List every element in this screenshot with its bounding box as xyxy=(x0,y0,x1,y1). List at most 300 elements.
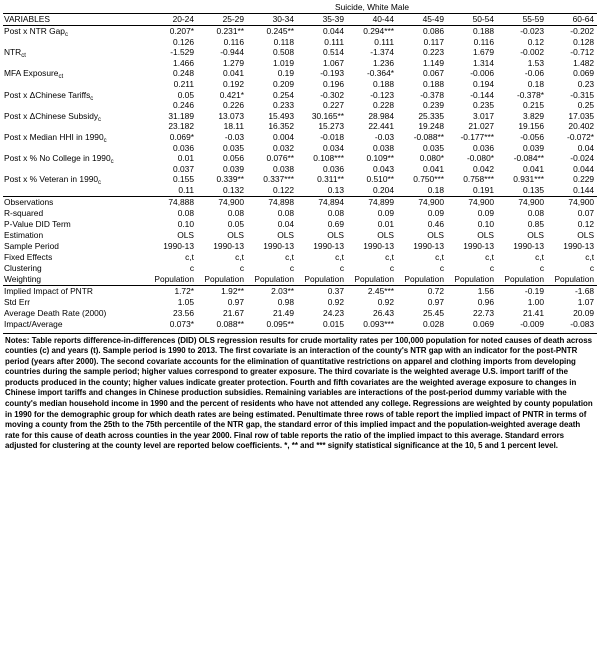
impact-cell: 23.56 xyxy=(173,307,194,318)
impact-cell: 0.98 xyxy=(277,296,294,307)
stats-label: Estimation xyxy=(4,229,44,240)
coefficient-cell: -0.018 xyxy=(320,132,344,143)
coefficient-cell: 0.069 xyxy=(573,68,595,79)
coefficient-cell: -0.088** xyxy=(413,132,444,143)
stats-cell: OLS xyxy=(577,229,595,240)
stats-cell: c xyxy=(289,262,294,273)
std-error-cell: 0.038 xyxy=(273,163,294,174)
std-error-cell: 0.042 xyxy=(473,163,494,174)
std-error-cell: 0.111 xyxy=(324,36,344,47)
coefficient-cell: 28.984 xyxy=(368,110,394,121)
coefficient-cell: -0.378 xyxy=(420,89,444,100)
coefficient-cell: 0.109** xyxy=(366,153,394,164)
coefficient-cell: -0.123 xyxy=(370,89,394,100)
stats-row xyxy=(3,208,597,219)
coefficient-cell: -1.374 xyxy=(370,47,394,58)
stats-cell: c,t xyxy=(535,251,544,262)
std-error-cell: 0.043 xyxy=(373,163,394,174)
std-error-cell: 0.25 xyxy=(577,100,595,111)
stats-cell: 0.01 xyxy=(377,218,394,229)
stats-cell: Population xyxy=(197,274,247,286)
stats-row xyxy=(3,196,597,208)
variable-subscript: c xyxy=(90,95,94,101)
impact-cell: 1.72* xyxy=(174,285,194,296)
std-error-cell: 0.032 xyxy=(273,142,294,153)
stats-cell: Population xyxy=(547,274,597,286)
std-error-cell: 0.11 xyxy=(178,185,194,195)
stats-cell: 1990-13 xyxy=(363,240,394,251)
impact-rows xyxy=(3,285,597,330)
column-header: 60-64 xyxy=(547,14,597,26)
std-error-cell: 0.116 xyxy=(473,36,494,47)
stats-cell: c,t xyxy=(185,251,194,262)
std-error-cell: 0.228 xyxy=(373,100,394,111)
stats-cell: 74,898 xyxy=(247,196,297,208)
std-error-cell: 0.117 xyxy=(423,36,444,47)
column-header: 35-39 xyxy=(297,14,347,26)
coefficient-cell: 0.254 xyxy=(273,89,294,100)
std-error-label-blank xyxy=(3,185,147,196)
variable-subscript: c xyxy=(98,180,102,185)
impact-cell: 0.72 xyxy=(427,285,444,296)
stats-cell: c,t xyxy=(585,251,595,262)
stats-cell: 1990-13 xyxy=(213,240,244,251)
impact-cell: 21.49 xyxy=(273,307,294,318)
std-error-cell: 0.192 xyxy=(223,79,244,90)
impact-cell: 22.73 xyxy=(473,307,494,318)
variable-label xyxy=(3,132,147,143)
std-error-cell: 0.126 xyxy=(173,36,194,47)
variable-subscript: c xyxy=(103,138,107,143)
coefficient-cell: 0.188 xyxy=(473,26,494,37)
std-error-cell: 0.041 xyxy=(523,163,544,174)
stats-cell: 1990-13 xyxy=(263,240,294,251)
column-header: 50-54 xyxy=(447,14,497,26)
impact-cell: 0.92 xyxy=(377,296,394,307)
stats-cell: 0.12 xyxy=(577,218,595,229)
statistics-rows xyxy=(3,196,597,285)
stats-cell: 0.08 xyxy=(527,207,544,218)
std-error-cell: 0.215 xyxy=(523,100,544,111)
stats-cell: 1990-13 xyxy=(513,240,544,251)
coefficient-row xyxy=(3,153,597,164)
coefficient-cell: 0.750*** xyxy=(413,174,444,185)
std-error-cell: 16.352 xyxy=(268,121,294,132)
stats-cell: 0.85 xyxy=(527,218,544,229)
impact-label: Impact/Average xyxy=(4,318,63,329)
std-error-cell: 0.036 xyxy=(173,142,194,153)
impact-cell: 0.97 xyxy=(227,296,244,307)
std-error-label-blank xyxy=(3,143,147,154)
stats-cell: c,t xyxy=(235,251,244,262)
std-error-cell: 0.041 xyxy=(423,163,444,174)
coefficient-row xyxy=(3,47,597,58)
stats-cell: 0.09 xyxy=(427,207,444,218)
impact-cell: 1.56 xyxy=(477,285,494,296)
coefficient-cell: -0.002 xyxy=(520,47,544,58)
std-error-cell: 0.211 xyxy=(173,79,194,90)
stats-cell: Population xyxy=(347,274,397,286)
impact-label: Std Err xyxy=(4,296,31,307)
std-error-cell: 0.188 xyxy=(423,79,444,90)
std-error-cell: 0.039 xyxy=(523,142,544,153)
stats-cell: 74,900 xyxy=(447,196,497,208)
impact-cell: 25.45 xyxy=(423,307,444,318)
std-error-cell: 0.18 xyxy=(427,185,444,195)
stats-cell: 0.08 xyxy=(277,207,294,218)
impact-cell: 21.67 xyxy=(223,307,244,318)
stats-cell: Population xyxy=(447,274,497,286)
coefficient-row xyxy=(3,111,597,122)
coefficient-cell: 0.508 xyxy=(273,47,294,58)
stats-cell: 74,900 xyxy=(547,196,597,208)
impact-row xyxy=(3,319,597,330)
std-error-cell: 0.246 xyxy=(173,100,194,111)
stats-cell: 0.08 xyxy=(177,207,194,218)
std-error-cell: 0.118 xyxy=(273,36,294,47)
stats-cell: 0.05 xyxy=(227,218,244,229)
stats-label: R-squared xyxy=(4,207,44,218)
std-error-row xyxy=(3,58,597,69)
coefficient-row xyxy=(3,174,597,185)
column-header: 30-34 xyxy=(247,14,297,26)
std-error-cell: 0.111 xyxy=(374,36,394,47)
std-error-cell: 0.128 xyxy=(573,36,595,47)
coefficient-cell: 3.017 xyxy=(473,110,494,121)
coefficient-cell: 13.073 xyxy=(218,110,244,121)
std-error-cell: 0.044 xyxy=(573,163,595,174)
impact-cell: 21.41 xyxy=(523,307,544,318)
std-error-cell: 0.144 xyxy=(573,185,595,195)
coefficient-cell: 0.108*** xyxy=(313,153,344,164)
coefficient-cell: 0.056 xyxy=(223,153,244,164)
coefficient-cell: 0.248 xyxy=(173,68,194,79)
std-error-cell: 18.11 xyxy=(223,121,244,132)
std-error-label-blank xyxy=(3,58,147,69)
stats-cell: 0.08 xyxy=(327,207,344,218)
stats-cell: 74,900 xyxy=(497,196,547,208)
coefficient-cell: 0.339** xyxy=(216,174,244,185)
coefficient-cell: 0.514 xyxy=(323,47,344,58)
std-error-cell: 1.019 xyxy=(273,57,294,68)
impact-cell: 26.43 xyxy=(373,307,394,318)
coefficient-row xyxy=(3,90,597,101)
impact-cell: 0.37 xyxy=(327,285,344,296)
stats-cell: OLS xyxy=(177,229,194,240)
coefficient-cell: 0.337*** xyxy=(263,174,294,185)
variable-label xyxy=(3,68,147,79)
stats-cell: c xyxy=(339,262,344,273)
std-error-cell: 0.037 xyxy=(173,163,194,174)
stats-cell: OLS xyxy=(427,229,444,240)
coefficient-cell: 15.493 xyxy=(268,110,294,121)
std-error-cell: 0.035 xyxy=(423,142,444,153)
impact-cell: -0.083 xyxy=(570,318,595,329)
stats-row xyxy=(3,252,597,263)
std-error-cell: 0.18 xyxy=(527,79,544,90)
stats-cell: c,t xyxy=(435,251,444,262)
impact-row xyxy=(3,308,597,319)
std-error-cell: 1.53 xyxy=(527,57,544,68)
std-error-cell: 0.204 xyxy=(373,185,394,195)
variable-label xyxy=(3,26,147,37)
std-error-cell: 0.135 xyxy=(523,185,544,195)
stats-label: Sample Period xyxy=(4,240,59,251)
variable-name: Post x Median HHI in 1990 xyxy=(4,132,104,143)
coefficient-cell: 0.086 xyxy=(423,26,444,37)
std-error-row xyxy=(3,79,597,90)
stats-cell: Population xyxy=(397,274,447,286)
std-error-cell: 0.132 xyxy=(223,185,244,195)
coefficient-cell: -0.080* xyxy=(466,153,494,164)
stats-cell: OLS xyxy=(527,229,544,240)
coefficient-cell: 0.080* xyxy=(419,153,444,164)
impact-cell: 20.09 xyxy=(573,307,595,318)
impact-cell: 0.095** xyxy=(266,318,294,329)
impact-cell: 0.97 xyxy=(427,296,444,307)
stats-cell: c xyxy=(539,262,544,273)
coefficient-cell: 0.294*** xyxy=(363,26,394,37)
std-error-cell: 22.441 xyxy=(368,121,394,132)
impact-cell: 0.093*** xyxy=(363,318,394,329)
stats-cell: 74,900 xyxy=(397,196,447,208)
impact-cell: 0.028 xyxy=(423,318,444,329)
impact-label: Implied Impact of PNTR xyxy=(4,285,93,296)
variable-subscript: c xyxy=(98,116,102,122)
coefficient-cell: -0.144 xyxy=(470,89,494,100)
std-error-cell: 0.235 xyxy=(473,100,494,111)
coefficient-cell: 0.044 xyxy=(323,26,344,37)
column-header: 20-24 xyxy=(147,14,197,26)
std-error-cell: 19.156 xyxy=(518,121,544,132)
stats-cell: c xyxy=(489,262,494,273)
coefficient-cell: -0.378* xyxy=(516,89,544,100)
std-error-cell: 21.027 xyxy=(468,121,494,132)
header-row xyxy=(3,14,597,26)
coefficient-row xyxy=(3,132,597,143)
stats-cell: 1990-13 xyxy=(463,240,494,251)
coefficient-cell: 0.421* xyxy=(219,89,244,100)
stats-cell: 1990-13 xyxy=(413,240,444,251)
stats-cell: 0.04 xyxy=(277,218,294,229)
column-header: 25-29 xyxy=(197,14,247,26)
stats-cell: c xyxy=(439,262,444,273)
stats-cell: 74,900 xyxy=(197,196,247,208)
stats-cell: OLS xyxy=(227,229,244,240)
stats-cell: Population xyxy=(297,274,347,286)
stats-row xyxy=(3,274,597,286)
coefficient-cell: 0.076** xyxy=(266,153,294,164)
std-error-cell: 0.116 xyxy=(223,36,244,47)
std-error-cell: 0.188 xyxy=(373,79,394,90)
std-error-row xyxy=(3,164,597,175)
coefficient-cell: 0.004 xyxy=(273,132,294,143)
std-error-cell: 1.466 xyxy=(173,57,194,68)
coefficient-cell: 0.311** xyxy=(317,174,344,185)
coefficient-cell: -0.193 xyxy=(320,68,344,79)
variable-label xyxy=(3,90,147,101)
coefficient-cell: 0.01 xyxy=(177,153,194,164)
std-error-cell: 0.036 xyxy=(473,142,494,153)
std-error-label-blank xyxy=(3,79,147,90)
std-error-cell: 1.482 xyxy=(573,57,595,68)
variable-name: Post x NTR Gap xyxy=(4,26,65,37)
column-header: 45-49 xyxy=(397,14,447,26)
stats-cell: 0.09 xyxy=(377,207,394,218)
coefficient-rows xyxy=(3,26,597,197)
std-error-cell: 1.067 xyxy=(323,57,344,68)
coefficient-cell: -0.712 xyxy=(570,47,595,58)
coefficient-cell: -0.023 xyxy=(520,26,544,37)
coefficient-cell: 30.165** xyxy=(311,110,344,121)
coefficient-cell: 0.931*** xyxy=(513,174,544,185)
std-error-cell: 0.23 xyxy=(577,79,595,90)
stats-cell: 0.09 xyxy=(477,207,494,218)
coefficient-cell: 25.335 xyxy=(418,110,444,121)
std-error-cell: 19.248 xyxy=(418,121,444,132)
coefficient-cell: -0.315 xyxy=(570,89,595,100)
variable-name: Post x ΔChinese Tariffs xyxy=(4,89,91,100)
stats-cell: 0.10 xyxy=(477,218,494,229)
coefficient-cell: 0.231** xyxy=(216,26,244,37)
coefficient-cell: 0.155 xyxy=(173,174,194,185)
std-error-row xyxy=(3,143,597,154)
stats-label: Fixed Effects xyxy=(4,251,53,262)
coefficient-cell: -0.06 xyxy=(524,68,544,79)
variable-subscript: ct xyxy=(21,53,26,58)
std-error-cell: 20.402 xyxy=(568,121,595,132)
std-error-cell: 0.226 xyxy=(223,100,244,111)
std-error-cell: 0.194 xyxy=(473,79,494,90)
std-error-label-blank xyxy=(3,121,147,132)
column-header: 55-59 xyxy=(497,14,547,26)
coefficient-cell: 0.05 xyxy=(177,89,194,100)
stats-row xyxy=(3,230,597,241)
stats-cell: c xyxy=(589,262,595,273)
coefficient-cell: -0.177*** xyxy=(460,132,494,143)
impact-row xyxy=(3,297,597,308)
stats-cell: 74,888 xyxy=(147,196,197,208)
stats-cell: c,t xyxy=(285,251,294,262)
coefficient-cell: -0.084** xyxy=(513,153,544,164)
coefficient-cell: 0.245** xyxy=(266,26,294,37)
coefficient-cell: -0.202 xyxy=(570,26,595,37)
stats-cell: c xyxy=(239,262,244,273)
stats-row xyxy=(3,219,597,230)
impact-cell: 1.92** xyxy=(221,285,244,296)
coefficient-cell: 0.19 xyxy=(277,68,294,79)
coefficient-row xyxy=(3,68,597,79)
variable-label xyxy=(3,153,147,164)
std-error-cell: 0.196 xyxy=(323,79,344,90)
impact-cell: 0.069 xyxy=(473,318,494,329)
std-error-cell: 0.227 xyxy=(323,100,344,111)
stats-cell: OLS xyxy=(327,229,344,240)
std-error-cell: 0.239 xyxy=(423,100,444,111)
stats-cell: Population xyxy=(497,274,547,286)
std-error-cell: 0.04 xyxy=(577,142,595,153)
variable-name: Post x % Veteran in 1990 xyxy=(4,174,99,185)
regression-table xyxy=(3,2,597,330)
std-error-label-blank xyxy=(3,37,147,48)
stats-cell: 74,899 xyxy=(347,196,397,208)
stats-cell: 1990-13 xyxy=(163,240,194,251)
coefficient-cell: 0.067 xyxy=(423,68,444,79)
stats-cell: 74,894 xyxy=(297,196,347,208)
stats-cell: 1990-13 xyxy=(313,240,344,251)
std-error-cell: 0.038 xyxy=(373,142,394,153)
stats-cell: 0.10 xyxy=(177,218,194,229)
std-error-cell: 1.149 xyxy=(423,57,444,68)
std-error-cell: 0.039 xyxy=(223,163,244,174)
stats-cell: OLS xyxy=(277,229,294,240)
impact-cell: 0.015 xyxy=(323,318,344,329)
std-error-cell: 15.273 xyxy=(318,121,344,132)
coefficient-cell: 0.041 xyxy=(223,68,244,79)
std-error-cell: 0.233 xyxy=(273,100,294,111)
stats-label: Weighting xyxy=(3,274,147,286)
variable-name: MFA Exposure xyxy=(4,68,59,79)
impact-cell: 1.07 xyxy=(577,296,595,307)
coefficient-cell: -0.03 xyxy=(224,132,244,143)
coefficient-cell: -0.072* xyxy=(567,132,595,143)
stats-cell: 0.46 xyxy=(427,218,444,229)
std-error-cell: 0.035 xyxy=(223,142,244,153)
stats-cell: 0.69 xyxy=(327,218,344,229)
stats-row xyxy=(3,263,597,274)
std-error-cell: 1.236 xyxy=(373,57,394,68)
std-error-cell: 0.034 xyxy=(323,142,344,153)
coefficient-cell: -0.364* xyxy=(366,68,394,79)
caption-row xyxy=(3,2,597,14)
coefficient-cell: 0.758*** xyxy=(463,174,494,185)
impact-cell: 24.23 xyxy=(323,307,344,318)
std-error-row xyxy=(3,100,597,111)
std-error-cell: 1.279 xyxy=(223,57,244,68)
coefficient-cell: 17.035 xyxy=(568,110,595,121)
coefficient-cell: -0.302 xyxy=(320,89,344,100)
stats-cell: OLS xyxy=(477,229,494,240)
variable-subscript: c xyxy=(110,159,114,164)
stats-cell: c xyxy=(189,262,194,273)
coefficient-cell: 31.189 xyxy=(168,110,194,121)
std-error-cell: 0.122 xyxy=(273,185,294,195)
coefficient-cell: 1.679 xyxy=(473,47,494,58)
variable-label xyxy=(3,47,147,58)
coefficient-cell: -0.944 xyxy=(220,47,244,58)
coefficient-cell: 3.829 xyxy=(523,110,544,121)
coefficient-cell: -0.056 xyxy=(520,132,544,143)
std-error-row xyxy=(3,121,597,132)
variable-label xyxy=(3,174,147,185)
variables-header: VARIABLES xyxy=(3,14,147,26)
stats-cell: c xyxy=(389,262,394,273)
impact-cell: 2.03** xyxy=(271,285,294,296)
impact-cell: 1.05 xyxy=(177,296,194,307)
std-error-cell: 0.13 xyxy=(327,185,344,195)
impact-row xyxy=(3,285,597,297)
column-header: 40-44 xyxy=(347,14,397,26)
std-error-cell: 0.036 xyxy=(323,163,344,174)
coefficient-cell: -0.024 xyxy=(570,153,595,164)
stats-label: P-Value DID Term xyxy=(4,218,71,229)
stats-cell: Population xyxy=(247,274,297,286)
stats-cell: Population xyxy=(147,274,197,286)
table-caption: Suicide, White Male xyxy=(335,2,410,13)
impact-cell: 0.96 xyxy=(477,296,494,307)
impact-cell: -1.68 xyxy=(574,285,595,296)
stats-cell: 1990-13 xyxy=(563,240,595,251)
